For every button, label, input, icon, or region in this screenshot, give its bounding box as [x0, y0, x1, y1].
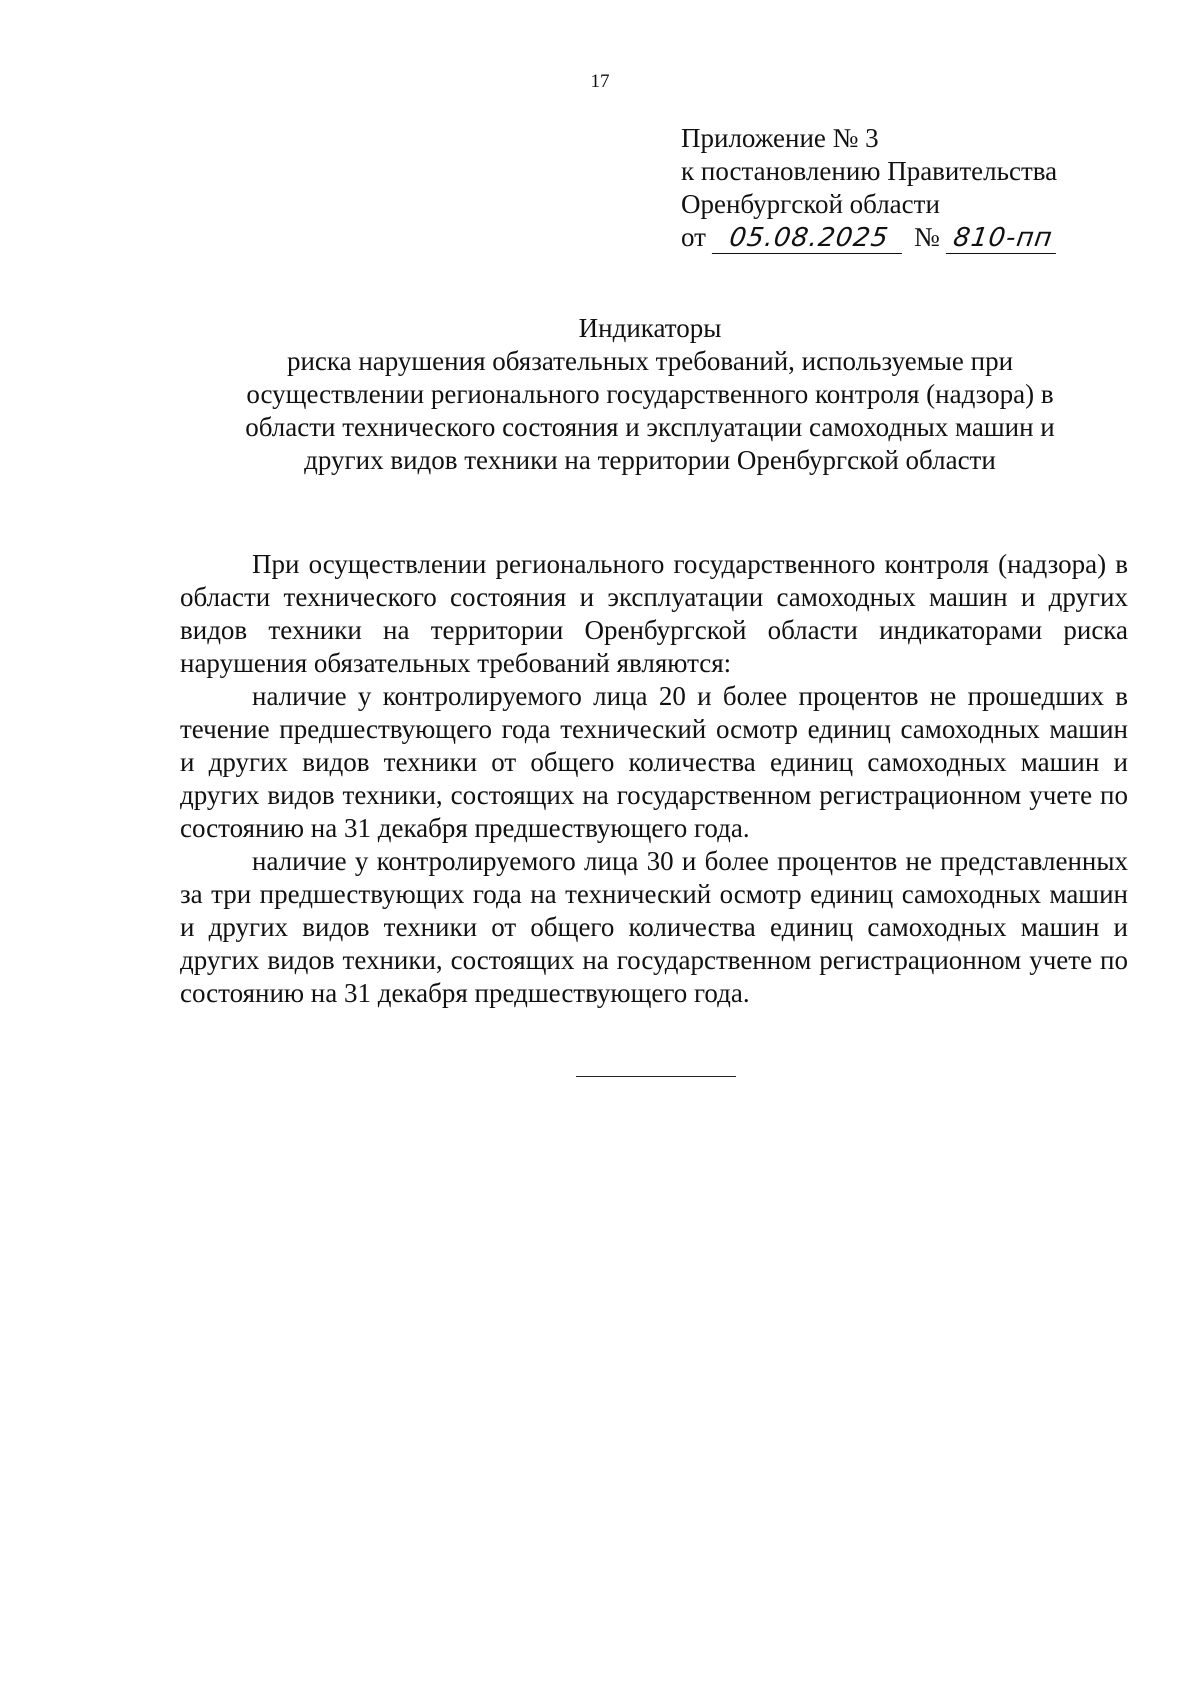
from-label: от: [681, 222, 706, 252]
appendix-line-3: Оренбургской области: [681, 189, 940, 219]
title-line-1: риска нарушения обязательных требований, используемые при: [286, 346, 1014, 376]
body-paragraph-2: наличие у контролируемого лица 20 и более процентов не прошедших в течение предшествующего года технический осмотр единиц самоходных машин и других видов техники от общего количества единиц самоходных машин и других видов техники, состоящих на государственном регистрационном учете по состоянию на 31 декабря предшествующего года.: [180, 681, 1128, 843]
appendix-block: [681, 122, 1151, 254]
page-number: 17: [590, 71, 610, 92]
handwritten-date: 05.08.2025: [712, 223, 906, 254]
title-line-2: осуществлении регионального государственного контроля (надзора) в: [246, 379, 1054, 409]
appendix-line-1: Приложение № 3: [681, 123, 879, 153]
body-paragraph-1: При осуществлении регионального государственного контроля (надзора) в области технического состояния и эксплуатации самоходных машин и других видов техники на территории Оренбургской области индикаторами риска нарушения обязательных требований являются:: [180, 549, 1128, 678]
appendix-line-2: к постановлению Правительства: [681, 156, 1058, 186]
handwritten-number: 810-пп: [946, 223, 1060, 254]
title-line-4: других видов техники на территории Оренбургской области: [304, 445, 996, 475]
title-line-3: области технического состояния и эксплуатации самоходных машин и: [245, 412, 1055, 442]
number-sign: №: [913, 222, 940, 252]
title-heading: Индикаторы: [578, 313, 722, 343]
end-divider: [576, 1076, 736, 1077]
appendix-date-number-line: [681, 221, 1151, 254]
document-title: [170, 312, 1130, 477]
body-paragraph-3: наличие у контролируемого лица 30 и более процентов не представленных за три предшествующих года на технический осмотр единиц самоходных машин и других видов техники от общего количества единиц самоходных машин и других видов техники, состоящих на государственном регистрационном учете по состоянию на 31 декабря предшествующего года.: [180, 846, 1128, 1008]
document-body: [180, 548, 1128, 1010]
